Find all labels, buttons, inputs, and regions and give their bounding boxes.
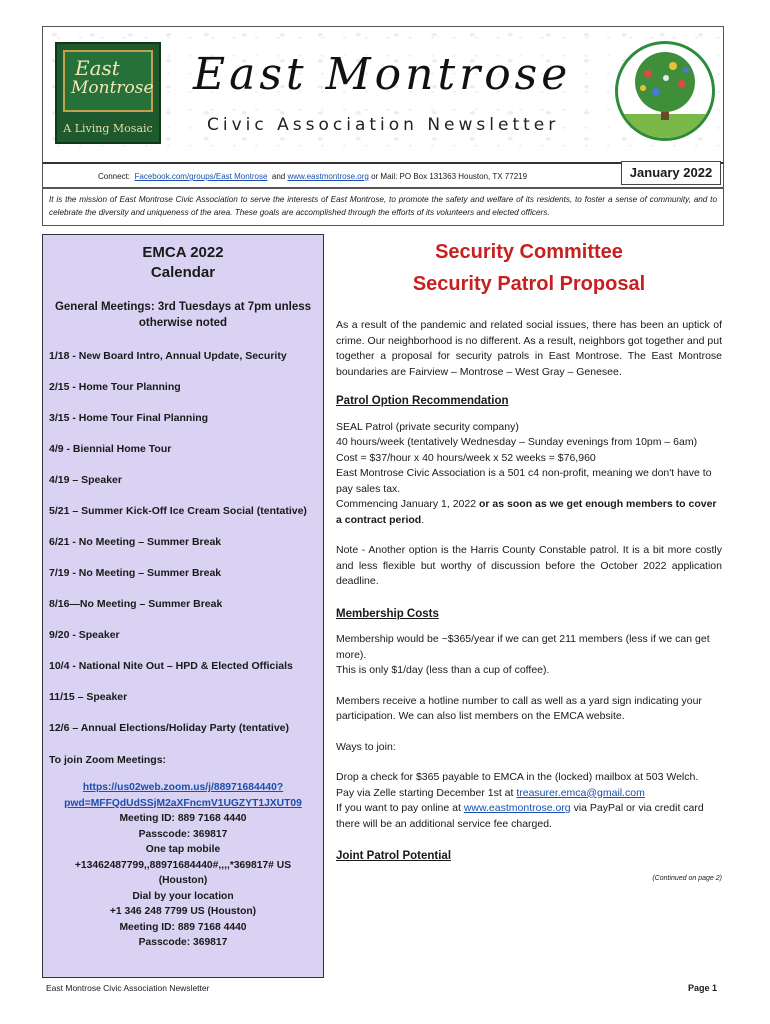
membership-heading: Membership Costs — [336, 607, 439, 620]
online-rest: via PayPal or via credit card there will be an additional service fee charged. — [336, 802, 704, 830]
zelle-text: Pay via Zelle starting December 1st at — [336, 786, 514, 799]
zoom-one-tap-number: +13462487799,,88971684440#,,,,*369817# US — [74, 859, 292, 871]
calendar-event: 6/21 - No Meeting – Summer Break — [49, 536, 222, 548]
newsletter-title: East Montrose — [193, 49, 572, 100]
general-meetings-note: General Meetings: 3rd Tuesdays at 7pm unless otherwise noted — [54, 301, 312, 329]
mission-statement: It is the mission of East Montrose Civic Association to serve the interests of East Montrose, to promote the safety and welfare of its residents, to foster a sense of community, and to celebrate the diversity and uniqueness of the area. These goals are accomplished through the efforts of its volunteers and elected officers. — [42, 188, 724, 226]
calendar-event: 3/15 - Home Tour Final Planning — [49, 412, 209, 424]
calendar-event: 7/19 - No Meeting – Summer Break — [49, 567, 222, 579]
connect-line — [98, 172, 527, 181]
seal-patrol: SEAL Patrol (private security company) — [336, 420, 519, 433]
patrol-heading: Patrol Option Recommendation — [336, 395, 509, 407]
issue-date: January 2022 — [621, 161, 721, 185]
calendar-event: 10/4 - National Nite Out – HPD & Elected Officials — [49, 660, 293, 672]
connect-and: and — [271, 172, 286, 181]
website-link[interactable]: www.eastmontrose.org — [287, 172, 369, 181]
connect-bar — [42, 162, 724, 188]
calendar-event: 12/6 – Annual Elections/Holiday Party (tentative) — [49, 722, 290, 734]
zoom-passcode: Passcode: 369817 — [138, 828, 228, 840]
calendar-event: 4/9 - Biennial Home Tour — [49, 443, 172, 455]
logo-frame — [63, 50, 153, 112]
commencing-period: . — [421, 513, 425, 526]
zoom-dial-number: +1 346 248 7799 US (Houston) — [109, 906, 257, 917]
zoom-meeting-id-2: Meeting ID: 889 7168 4440 — [119, 921, 247, 933]
connect-label: Connect: — [98, 172, 131, 181]
commencing-text: Commencing January 1, 2022 — [336, 498, 477, 510]
calendar-event: 4/19 – Speaker — [49, 474, 122, 486]
calendar-event: 1/18 - New Board Intro, Annual Update, Security — [49, 350, 287, 362]
pay-by-check: Drop a check for $365 payable to EMCA in the (locked) mailbox at 503 Welch. — [336, 771, 699, 783]
calendar-event: 9/20 - Speaker — [49, 629, 120, 641]
facebook-link[interactable]: Facebook.com/groups/East Montrose — [134, 172, 268, 181]
security-article — [336, 236, 722, 886]
calendar-events — [49, 349, 317, 752]
zoom-passcode-2: Passcode: 369817 — [138, 937, 228, 948]
zoom-label: To join Zoom Meetings: — [49, 754, 167, 766]
zoom-link-line-2[interactable]: pwd=MFFQdUdSSjM2aXFncmV1UGZYT1JXUT09 — [64, 797, 302, 809]
logo-tagline: A Living Mosaic — [63, 122, 153, 135]
pay-online — [336, 801, 722, 832]
tree-mosaic-icon — [615, 41, 715, 141]
mailing-address: or Mail: PO Box 131363 Houston, TX 77219 — [371, 172, 528, 181]
zoom-details — [49, 780, 317, 951]
membership-cost: Membership would be ~$365/year if we can get 211 members (less if we can get more). — [336, 633, 710, 661]
logo-line-2: Montrose — [71, 78, 154, 98]
constable-note: Note - Another option is the Harris County Constable patrol. It is a bit more costly and less flexible but worthy of discussion before the October 2022 application deadline. — [336, 544, 722, 587]
calendar-sidebar — [42, 234, 324, 978]
pay-by-zelle — [336, 786, 722, 802]
footer-newsletter-name: East Montrose Civic Association Newsletter — [46, 983, 210, 993]
newsletter-subtitle: Civic Association Newsletter — [207, 115, 560, 135]
patrol-cost: Cost = $37/hour x 40 hours/week x 52 weeks = $76,960 — [336, 451, 596, 464]
member-benefits: Members receive a hotline number to call as well as a yard sign indicating your participation. We can also list members on the EMCA website. — [336, 694, 702, 722]
logo-line-1: East — [75, 56, 120, 80]
online-text: If you want to pay online at — [336, 802, 461, 814]
patrol-hours: 40 hours/week (tentatively Wednesday – Sunday evenings from 10pm – 6am) — [336, 436, 698, 448]
zoom-dial-label: Dial by your location — [132, 890, 234, 902]
continued-note: (Continued on page 2) — [652, 874, 722, 882]
zoom-one-tap-label: One tap mobile — [145, 844, 221, 855]
tree-icon — [618, 44, 712, 138]
commencing-note — [336, 497, 722, 528]
treasurer-email-link[interactable]: treasurer.emca@gmail.com — [516, 786, 645, 799]
article-title-line-2: Security Patrol Proposal — [412, 273, 646, 295]
masthead — [42, 26, 724, 162]
zoom-link-line-1[interactable]: https://us02web.zoom.us/j/88971684440? — [82, 782, 284, 793]
per-day-cost: This is only $1/day (less than a cup of coffee). — [336, 664, 550, 676]
calendar-title-line-1: EMCA 2022 — [142, 244, 224, 261]
calendar-event: 8/16—No Meeting – Summer Break — [49, 598, 223, 610]
commencing-bold: or as soon as we get enough members to cover a contract period — [336, 498, 717, 526]
zoom-houston: (Houston) — [158, 875, 208, 886]
ways-to-join: Ways to join: — [336, 740, 396, 753]
calendar-event: 5/21 – Summer Kick-Off Ice Cream Social (tentative) — [49, 505, 307, 517]
association-logo — [55, 42, 161, 144]
calendar-title-line-2: Calendar — [150, 264, 216, 281]
joint-patrol-heading: Joint Patrol Potential — [336, 850, 452, 862]
article-intro: As a result of the pandemic and related social issues, there has been an uptick of crime. Our neighborhood is no different. As a result, neighbors got together and put together a proposal for security patrols in East Montrose. The East Montrose boundaries are Fairview – Montrose – West Gray – Genesee. — [336, 319, 722, 378]
page-number: Page 1 — [688, 983, 718, 993]
calendar-event: 11/15 – Speaker — [49, 691, 128, 703]
pay-online-link[interactable]: www.eastmontrose.org — [463, 802, 571, 814]
zoom-meeting-id: Meeting ID: 889 7168 4440 — [119, 813, 247, 824]
calendar-event: 2/15 - Home Tour Planning — [49, 381, 181, 393]
nonprofit-note: East Montrose Civic Association is a 501 c4 non-profit, meaning we don't have to pay sales tax. — [336, 467, 712, 495]
article-title-line-1: Security Committee — [435, 241, 623, 263]
